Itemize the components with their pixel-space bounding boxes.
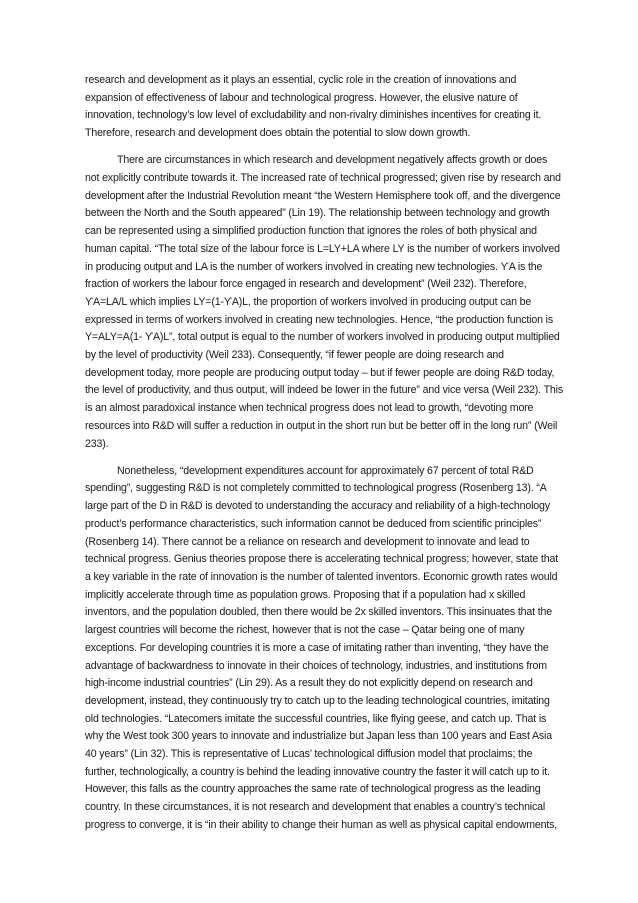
paragraph-development-expenditures: Nonetheless, “development expenditures account for approximately 67 percent of total R&D spending”, suggesting R&D is not completely committed to technological progress (Rosenberg 13). “A large part of the D in R&D is devoted to understanding the accuracy and reliability of a high-technology product’s performance characteristics, such information cannot be deduced from scientific principles” (Rosenberg 14). There cannot be a reliance on research and development to innovate and lead to technical progress. Genius theories propose there is accelerating technical progress; however, state that a key variable in the rate of innovation is the number of talented inventors. Economic growth rates would implicitly accelerate through time as population grows. Proposing that if a population had x skilled inventors, and the population doubled, then there would be 2x skilled inventors. This insinuates that the largest countries will become the richest, however that is not the case – Qatar being one of many exceptions. For developing countries it is more a case of imitating rather than inventing, “they have the advantage of backwardness to innovate in their choices of technology, industries, and institutions from high-income industrial countries” (Lin 29). As a result they do not explicitly depend on research and development, instead, they continuously try to catch up to the leading technological countries, imitating old technologies. “Latecomers imitate the successful countries, like flying geese, and catch up. That is why the West took 300 years to innovate and industrialize but Japan less than 100 years and East Asia 40 years” (Lin 32). This is representative of Lucas’ technological diffusion model that proclaims; the further, technologically, a country is behind the leading innovative country the faster it will catch up to it. However, this falls as the country approaches the same rate of technological progress as the leading country. In these circumstances, it is not research and development that enables a country’s technical progress to converge, it is “in their ability to change their human as well as physical capital endowments, [85, 464, 559, 831]
paragraph-rd-negative-effects: There are circumstances in which research and development negatively affects growth or does not explicitly contribute towards it. The increased rate of technical progressed; given rise by research and development after the Industrial Revolution meant “the Western Hemisphere took off, and the divergence between the North and the South appeared” (Lin 19). The relationship between technology and growth can be represented using a simplified production function that ignores the roles of both physical and human capital. “The total size of the labour force is L=LY+LA where LY is the number of workers involved in producing output and LA is the number of workers involved in creating new technologies. ϒA is the fraction of workers the labour force engaged in research and development” (Weil 232). Therefore, ϒA=LA/L which implies LY=(1-ϒA)L, the proportion of workers involved in producing output can be expressed in terms of workers involved in creating new technologies. Hence, “the production function is Y=ALY=A(1- ϒA)L”, total output is equal to the number of workers involved in producing output multiplied by the level of productivity (Weil 233). Consequently, “if fewer people are doing research and development today, more people are producing output today – but if fewer people are doing R&D today, the level of productivity, and thus output, will indeed be lower in the future” and vice versa (Weil 232). This is an almost paradoxical instance when technical progress does not lead to growth, “devoting more resources into R&D will suffer a reduction in output in the short run but be better off in the long run” (Weil 233). [85, 154, 563, 450]
paragraph-continuation: research and development as it plays an essential, cyclic role in the creation of innovations and expansion of effectiveness of labour and technological progress. However, the elusive nature of innovation, technology’s low level of excludability and non-rivalry diminishes incentives for creating it. Therefore, research and development does obtain the potential to slow down growth. [85, 74, 542, 140]
body-text [85, 72, 563, 844]
